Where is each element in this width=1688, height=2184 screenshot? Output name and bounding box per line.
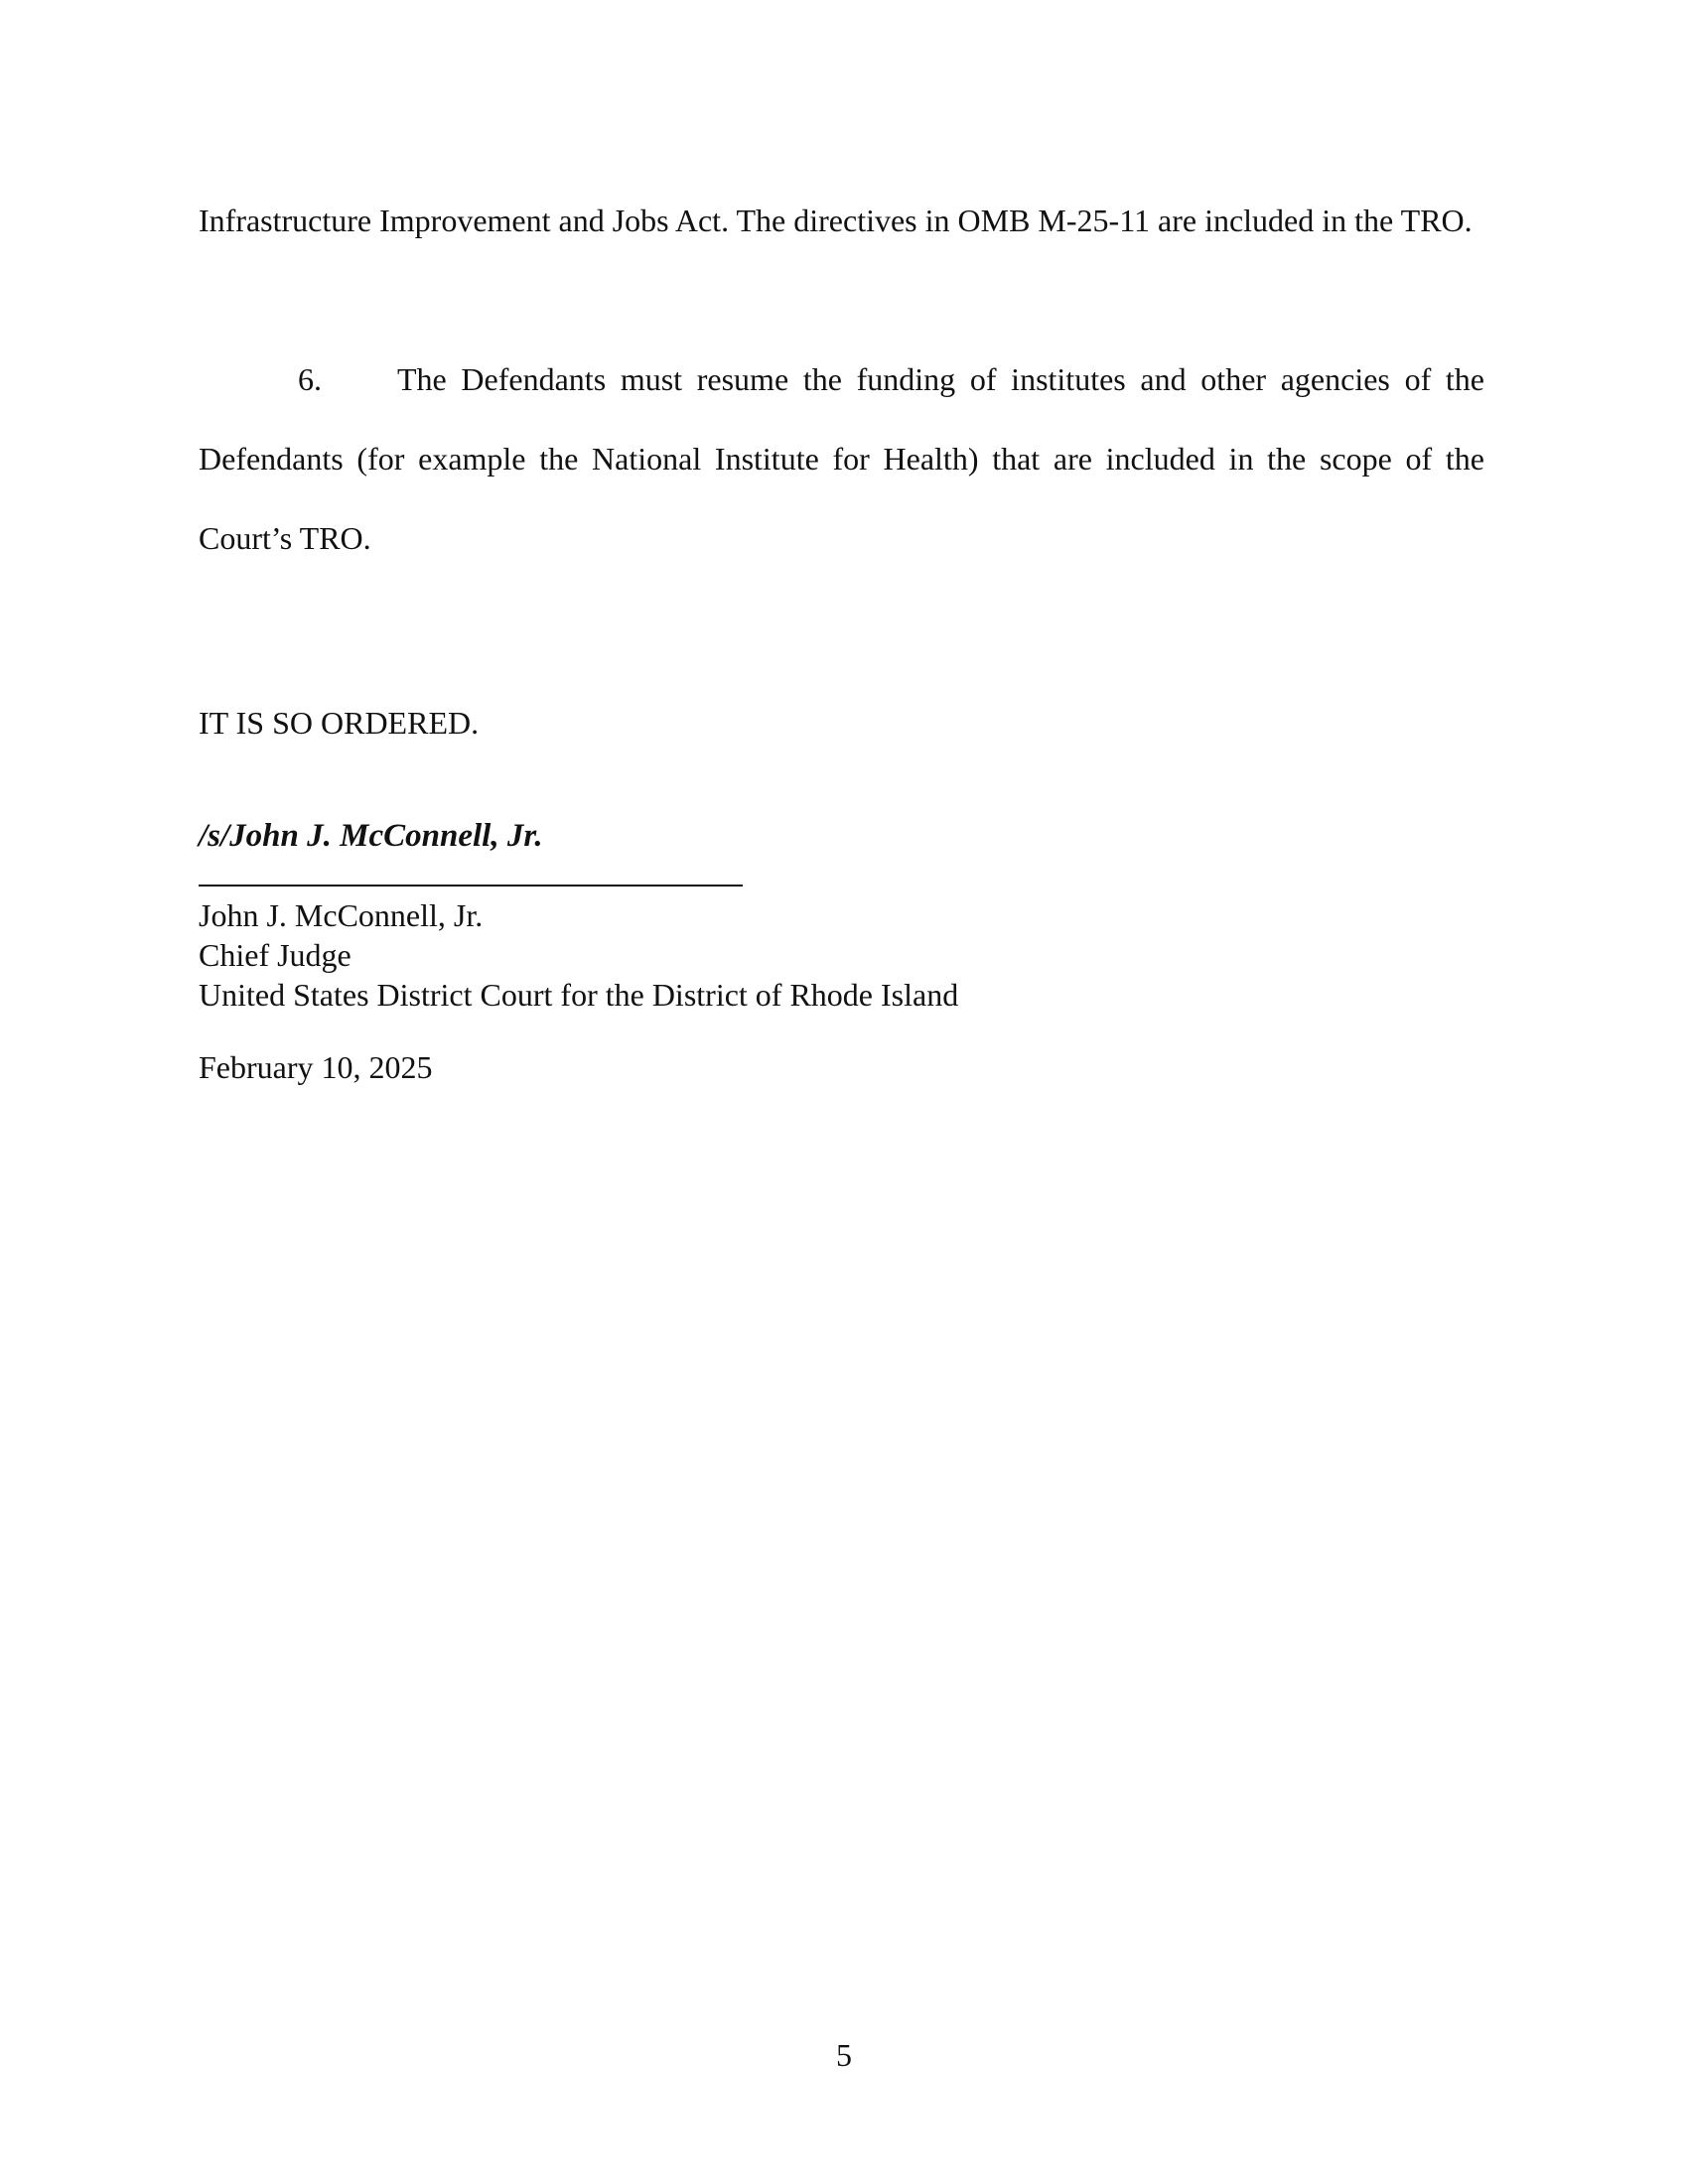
order-statement: IT IS SO ORDERED.: [199, 705, 480, 741]
signer-court: United States District Court for the District of Rhode Island: [199, 977, 959, 1013]
signature-block: [199, 895, 958, 1015]
signature-line: [199, 885, 743, 887]
electronic-signature: /s/John J. McConnell, Jr.: [199, 818, 543, 854]
signer-title: Chief Judge: [199, 937, 352, 973]
paragraph-6: [199, 340, 1484, 578]
order-date: February 10, 2025: [199, 1049, 433, 1085]
signer-name: John J. McConnell, Jr.: [199, 897, 484, 933]
paragraph-number: 6.: [298, 361, 322, 397]
paragraph-6-text: The Defendants must resume the funding of institutes and other agencies of the Defendants (for example the National Institute for Health) that are included in the scope of the Court’s TRO.: [199, 361, 1484, 556]
page-number: 5: [836, 2037, 852, 2073]
paragraph-continuation: Infrastructure Improvement and Jobs Act. The directives in OMB M-25-11 are included in the TRO.: [199, 203, 1473, 238]
